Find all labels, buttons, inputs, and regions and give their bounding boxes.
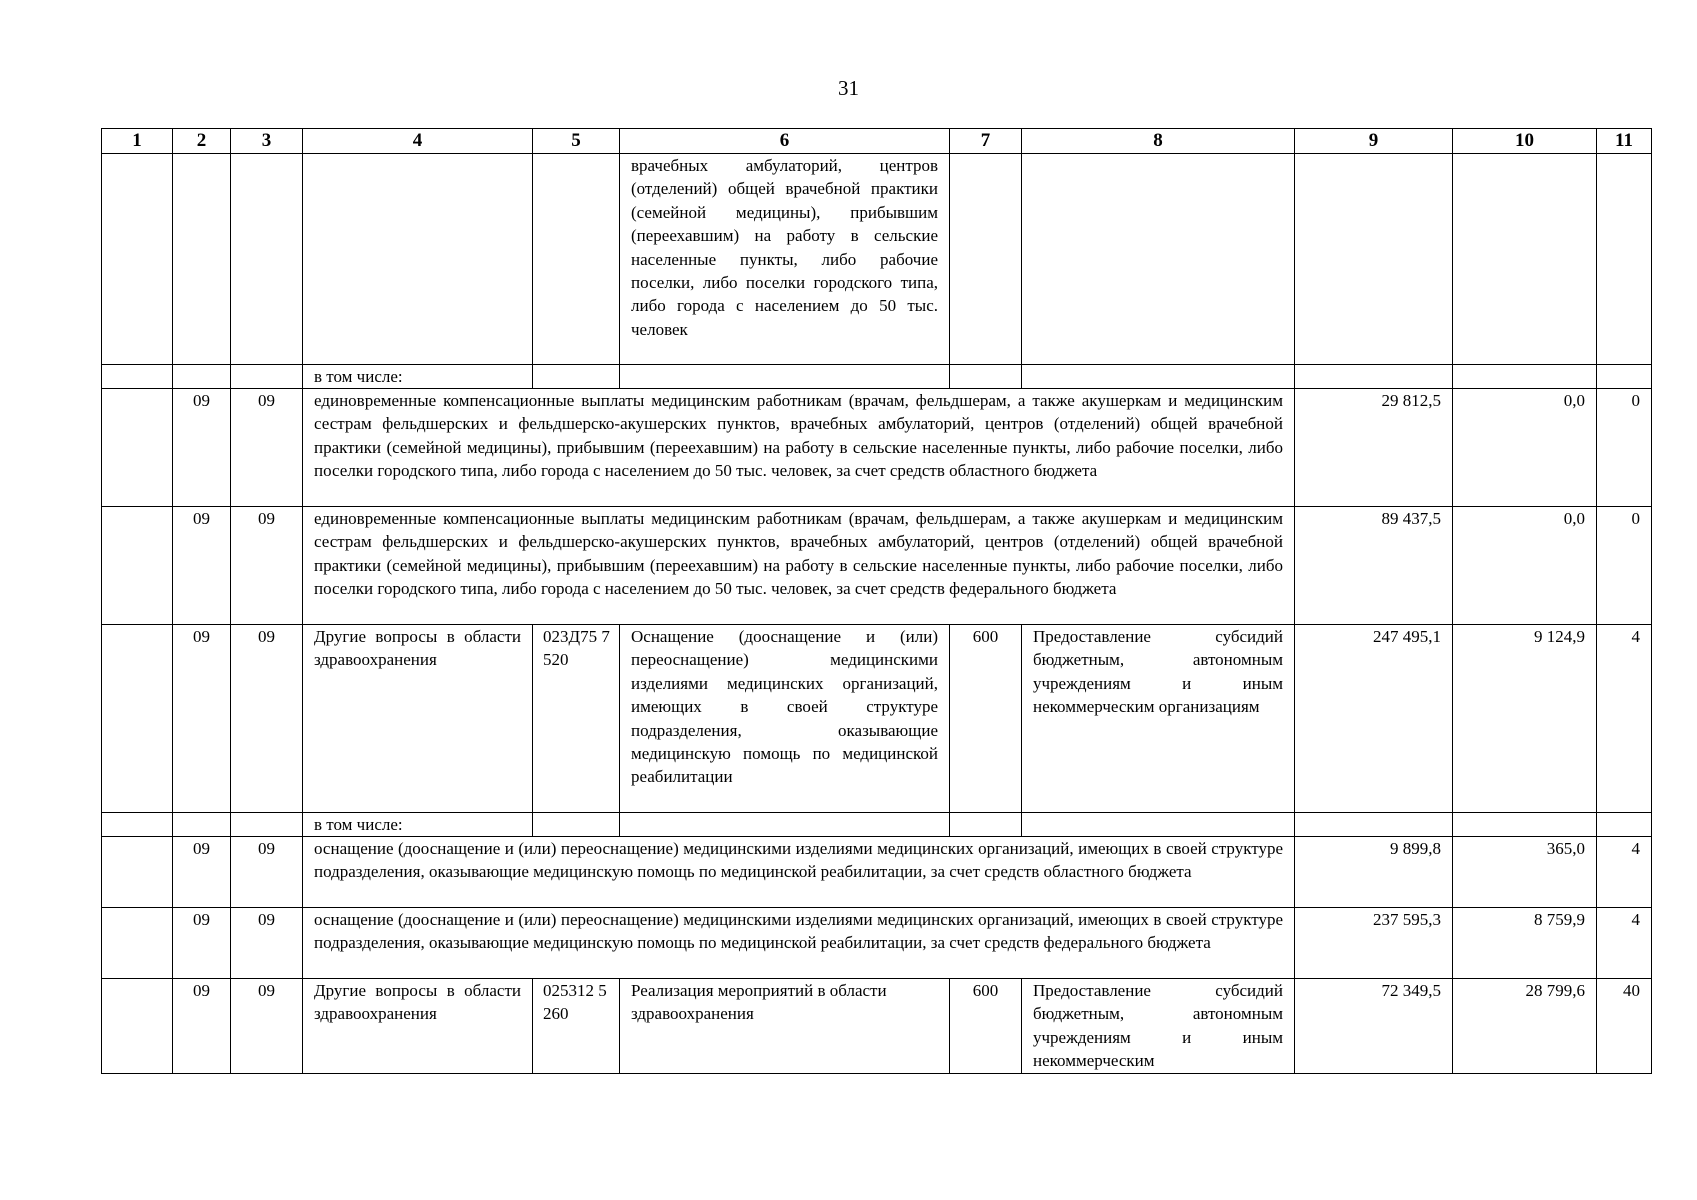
header-col-7: 7 [950,129,1022,154]
row-description: единовременные компенсационные выплаты медицинским работникам (врачам, фельдшерам, а также акушеркам и медицинским сестрам фельдшерских и фельдшерско-акушерских пунктов, врачебных амбулаторий, центров (отделений) общей врачебной практики (семейной медицины), прибывшим (переехавшим) на работу в сельские населенные пункты, либо рабочие поселки, либо поселки городского типа, либо города с населением до 50 тыс. человек, за счет средств областного бюджета [303,389,1295,507]
subheader-label: в том числе: [303,365,533,389]
amount-col-9: 247 495,1 [1295,625,1453,813]
table-row [102,625,1652,813]
section-name: Другие вопросы в области здравоохранения [303,625,533,813]
amount-col-11: 4 [1597,837,1652,908]
amount-col-11: 4 [1597,908,1652,979]
header-col-11: 11 [1597,129,1652,154]
table-row-continuation [102,154,1652,365]
expense-description: Реализация мероприятий в области здравоохранения [620,979,950,1074]
section-name: Другие вопросы в области здравоохранения [303,979,533,1074]
section-code: 09 [173,625,231,813]
expense-type-name: Предоставление субсидий бюджетным, автономным учреждениям и иным некоммерческим организациям [1022,625,1295,813]
header-col-4: 4 [303,129,533,154]
header-col-9: 9 [1295,129,1453,154]
table-row [102,507,1652,625]
row-description: единовременные компенсационные выплаты медицинским работникам (врачам, фельдшерам, а также акушеркам и медицинским сестрам фельдшерских и фельдшерско-акушерских пунктов, врачебных амбулаторий, центров (отделений) общей врачебной практики (семейной медицины), прибывшим (переехавшим) на работу в сельские населенные пункты, либо рабочие поселки, либо поселки городского типа, либо города с населением до 50 тыс. человек, за счет средств федерального бюджета [303,507,1295,625]
amount-col-9: 237 595,3 [1295,908,1453,979]
subsection-code: 09 [231,389,303,507]
expense-type-code: 600 [950,979,1022,1074]
table-row-subheader [102,813,1652,837]
budget-table [101,128,1652,1074]
target-article-code: 025312 5260 [533,979,620,1074]
subsection-code: 09 [231,979,303,1074]
header-col-1: 1 [102,129,173,154]
expense-type-code: 600 [950,625,1022,813]
page-number: 31 [838,76,859,100]
amount-col-10: 28 799,6 [1453,979,1597,1074]
amount-col-9: 29 812,5 [1295,389,1453,507]
header-col-10: 10 [1453,129,1597,154]
header-col-2: 2 [173,129,231,154]
header-col-8: 8 [1022,129,1295,154]
section-code: 09 [173,389,231,507]
table-row [102,837,1652,908]
subsection-code: 09 [231,908,303,979]
subsection-code: 09 [231,507,303,625]
amount-col-10: 0,0 [1453,507,1597,625]
subheader-label: в том числе: [303,813,533,837]
subsection-code: 09 [231,625,303,813]
section-code: 09 [173,507,231,625]
amount-col-9: 72 349,5 [1295,979,1453,1074]
amount-col-10: 365,0 [1453,837,1597,908]
section-code: 09 [173,837,231,908]
subsection-code: 09 [231,837,303,908]
header-col-5: 5 [533,129,620,154]
amount-col-10: 9 124,9 [1453,625,1597,813]
amount-col-10: 0,0 [1453,389,1597,507]
continuation-description: врачебных амбулаторий, центров (отделений) общей врачебной практики (семейной медицины), прибывшим (переехавшим) на работу в сельские населенные пункты, либо рабочие поселки, либо поселки городского типа, либо города с населением до 50 тыс. человек [620,154,950,365]
amount-col-9: 89 437,5 [1295,507,1453,625]
header-row [102,129,1652,154]
row-description: оснащение (дооснащение и (или) переоснащение) медицинскими изделиями медицинских организаций, имеющих в своей структуре подразделения, оказывающие медицинскую помощь по медицинской реабилитации, за счет средств федерального бюджета [303,908,1295,979]
table-row [102,979,1652,1074]
amount-col-9: 9 899,8 [1295,837,1453,908]
expense-type-name: Предоставление субсидий бюджетным, автономным учреждениям и иным некоммерческим [1022,979,1295,1074]
amount-col-11: 4 [1597,625,1652,813]
table-row [102,389,1652,507]
expense-description: Оснащение (дооснащение и (или) переоснащение) медицинскими изделиями медицинских организаций, имеющих в своей структуре подразделения, оказывающие медицинскую помощь по медицинской реабилитации [620,625,950,813]
header-col-6: 6 [620,129,950,154]
section-code: 09 [173,979,231,1074]
amount-col-11: 40 [1597,979,1652,1074]
section-code: 09 [173,908,231,979]
amount-col-11: 0 [1597,507,1652,625]
header-col-3: 3 [231,129,303,154]
amount-col-10: 8 759,9 [1453,908,1597,979]
amount-col-11: 0 [1597,389,1652,507]
table-row [102,908,1652,979]
target-article-code: 023Д75 7520 [533,625,620,813]
table-row-subheader [102,365,1652,389]
row-description: оснащение (дооснащение и (или) переоснащение) медицинскими изделиями медицинских организаций, имеющих в своей структуре подразделения, оказывающие медицинскую помощь по медицинской реабилитации, за счет средств областного бюджета [303,837,1295,908]
